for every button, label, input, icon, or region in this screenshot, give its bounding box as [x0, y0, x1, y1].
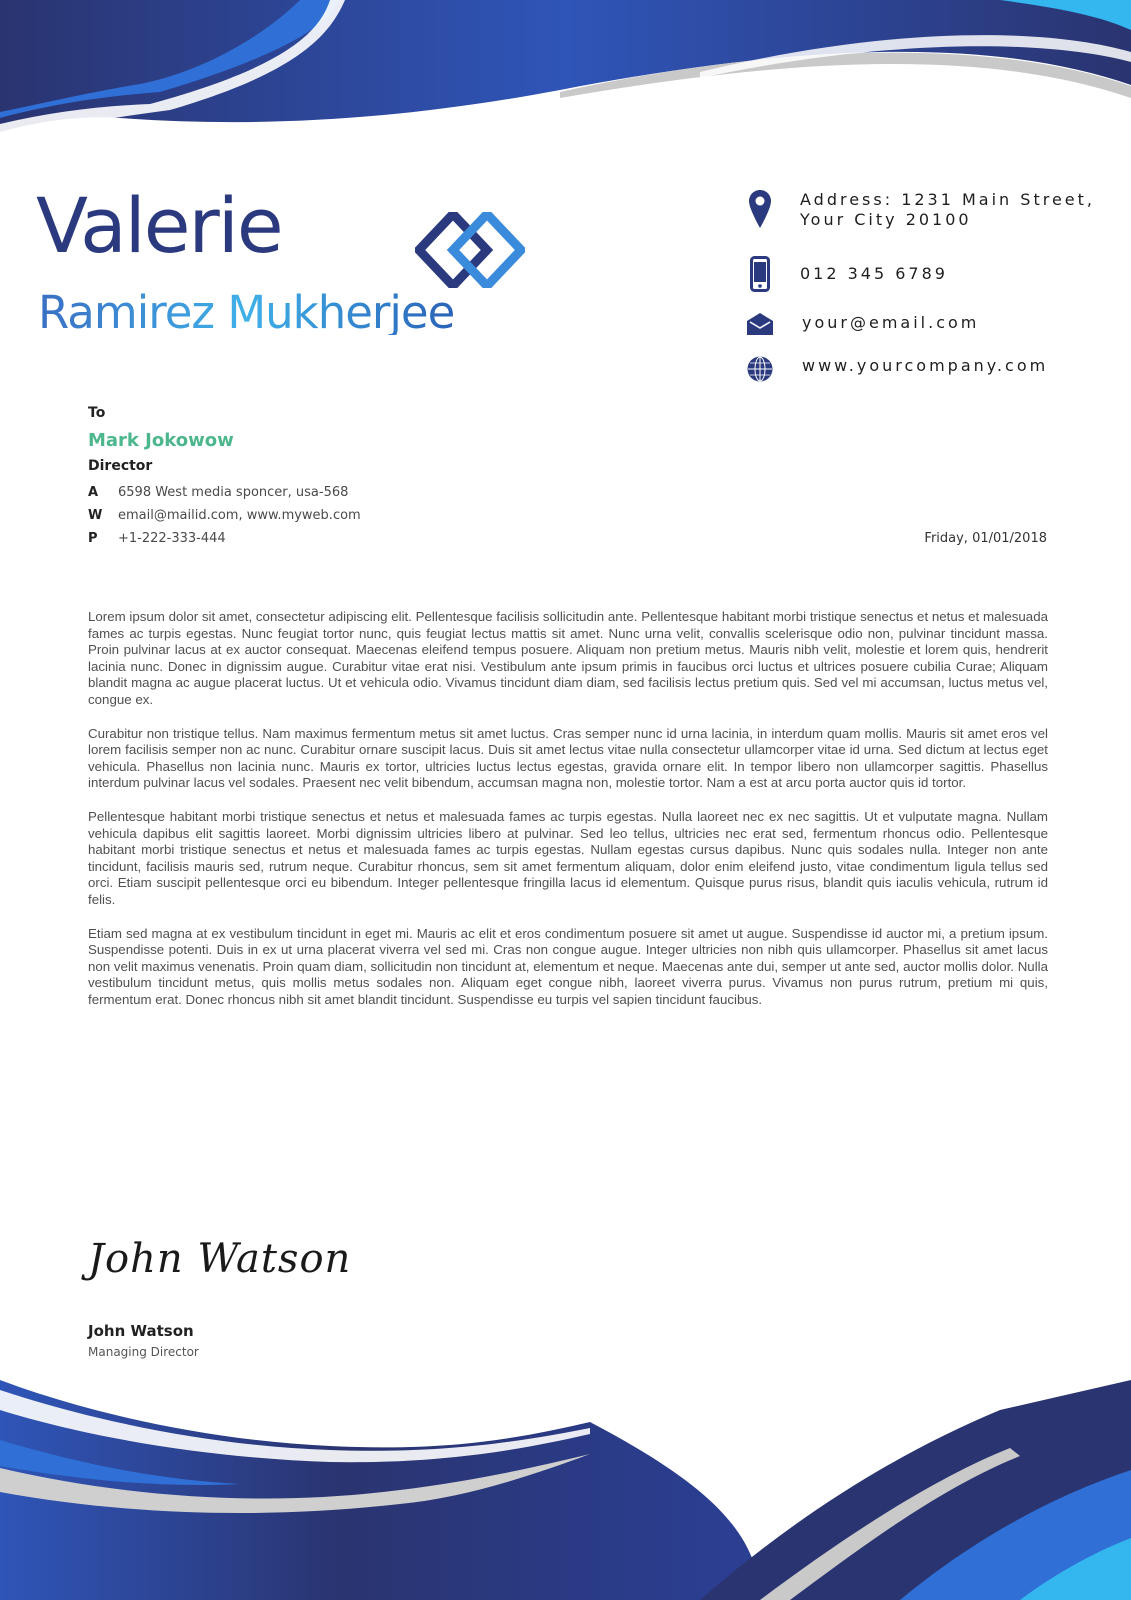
- recipient-web-row: [88, 508, 361, 523]
- header-swoosh-decoration: [0, 0, 1131, 160]
- phone-text: 012 345 6789: [800, 264, 948, 283]
- envelope-icon: [744, 313, 776, 353]
- body-paragraph: Curabitur non tristique tellus. Nam maximus fermentum metus sit amet luctus. Cras semper nunc id urna lacinia, in interdum quam mollis. Mauris sit amet eros vel lorem facilisis semper non ac nunc. Curabitur ornare suscipit lacus. Duis sit amet lectus vitae nulla consectetur ullamcorper vitae id urna. Sed dictum at lectus eget vehicula. Phasellus non lacinia nunc. Mauris ex tortor, ultricies luctus lectus egestas, gravida ornare elit. In tempor libero non ullamcorper sagittis. Phasellus interdum pulvinar lacus vel sodales. Praesent nec velit bibendum, accumsan magna non, molestie tortor. Nam a est at arcu porta auctor quis id tortor.: [88, 725, 1048, 791]
- email-text: your@email.com: [802, 313, 980, 332]
- address-key: A: [88, 485, 99, 500]
- body-paragraph: Etiam sed magna at ex vestibulum tincidunt in eget mi. Mauris ac elit et eros condimentum posuere sit amet ut augue. Suspendisse id auctor mi, a pretium ipsum. Suspendisse potenti. Duis in ex ut urna placerat viverra vel sed mi. Cras non congue augue. Integer ultricies non nibh quis ullamcorper. Phasellus sit amet lacus non velit maximus venenatis. Proin quam diam, sollicitudin non tincidunt at, elementum et neque. Maecenas ante dui, semper ut ante sed, auctor mollis dolor. Nulla vestibulum tincidunt metus, quis mollis metus sodales non. Aliquam eget congue nibh, laoreet viverra purus. Vivamus non purus rutrum, pretium mi quis, fermentum erat. Donec rhoncus nibh sit amet blandit tincidunt. Suspendisse eu turpis vel sapien tincidunt faucibus.: [88, 925, 1048, 1007]
- recipient-name: Mark Jokowow: [88, 430, 234, 451]
- website-text: www.yourcompany.com: [802, 356, 1049, 375]
- sender-last-name: Ramirez Mukherjee: [38, 286, 455, 339]
- handwritten-signature: John Watson: [88, 1236, 352, 1282]
- contact-email: [744, 313, 979, 353]
- recipient-phone: +1-222-333-444: [118, 531, 226, 546]
- signer-name: John Watson: [88, 1322, 194, 1340]
- recipient-address: 6598 West media sponcer, usa-568: [118, 485, 349, 500]
- letter-body: [88, 609, 1048, 1025]
- body-paragraph: Lorem ipsum dolor sit amet, consectetur adipiscing elit. Pellentesque facilisis sollicitudin ante. Pellentesque habitant morbi tristique senectus et netus et malesuada fames ac turpis egestas. Nunc feugiat tortor nunc, quis feugiat lectus mattis sit amet. Nunc urna velit, convallis scelerisque odio non, pulvinar tincidunt massa. Proin pulvinar lacus at ex auctor consequat. Maecenas eleifend tempus posuere. Aliquam non pretium metus. Mauris nibh velit, molestie et lorem quis, hendrerit lacinia nunc. Donec in dignissim augue. Curabitur vitae erat nisi. Vestibulum ante ipsum primis in faucibus orci luctus et ultrices posuere cubilia Curae; Aliquam blandit magna ac augue placerat luctus. Ut et vehicula odio. Vivamus tincidunt diam diam, sed facilisis lectus pretium quis. Sed vel mi accumsan, luctus metus vel, congue ex.: [88, 609, 1048, 707]
- globe-icon: [744, 356, 776, 396]
- contact-address: [744, 190, 1095, 230]
- body-paragraph: Pellentesque habitant morbi tristique senectus et netus et malesuada fames ac turpis egestas. Nulla laoreet nec ex nec sagittis. Ut et vulputate magna. Nullam vehicula dapibus elit sagittis laoreet. Morbi dignissim ultricies libero at pulvinar. Sed leo tellus, ultricies nec erat sed, fermentum rhoncus odio. Pellentesque habitant morbi tristique senectus et netus et malesuada fames ac turpis egestas. Nullam egestas cursus dapibus. Nunc quis sodales nulla. Integer non ante tincidunt, facilisis mauris sed, rutrum neque. Curabitur rhoncus, sem sit amet fermentum aliquam, dolor enim eleifend justo, vitae condimentum ligula tellus sed orci. Etiam suscipit pellentesque orci eu bibendum. Integer pellentesque fringilla lacus id elementum. Quisque purus risus, blandit quis iaculis vehicula, rutrum id felis.: [88, 808, 1048, 907]
- footer-swoosh-decoration: [0, 1380, 1131, 1600]
- recipient-web: email@mailid.com, www.myweb.com: [118, 508, 361, 523]
- recipient-address-row: [88, 485, 348, 500]
- signer-title: Managing Director: [88, 1345, 199, 1359]
- address-text: Address: 1231 Main Street, Your City 20100: [800, 190, 1095, 229]
- web-key: W: [88, 508, 103, 523]
- contact-phone: [744, 256, 948, 296]
- phone-key: P: [88, 531, 98, 546]
- contact-website: [744, 356, 1048, 396]
- map-pin-icon: [744, 190, 776, 230]
- recipient-phone-row: [88, 531, 226, 546]
- recipient-title: Director: [88, 458, 153, 474]
- letter-date: Friday, 01/01/2018: [924, 531, 1047, 546]
- phone-icon: [744, 256, 776, 296]
- sender-first-name: Valerie: [36, 181, 282, 270]
- interlocked-diamonds-icon: [415, 212, 525, 288]
- to-label: To: [88, 405, 106, 421]
